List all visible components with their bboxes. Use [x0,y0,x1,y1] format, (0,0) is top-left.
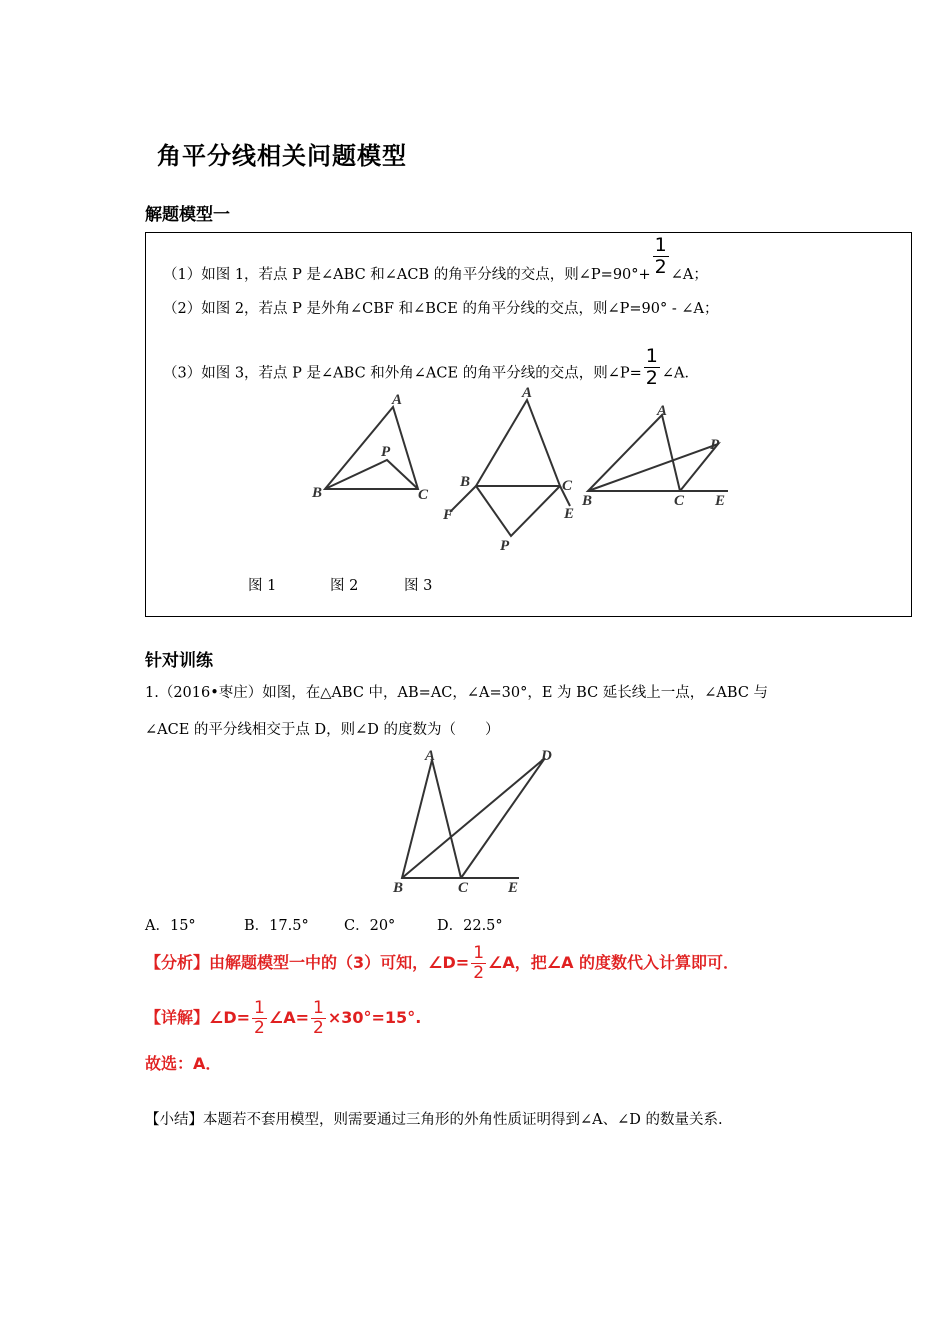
fig2-triangle [476,400,560,486]
model-item-3: （3）如图 3，若点 P 是∠ABC 和外角∠ACE 的角平分线的交点，则∠P= $\frac{1}{2}$ ∠A． [163,345,699,389]
model-item-1: （1）如图 1，若点 P 是∠ABC 和∠ACB 的角平分线的交点，则∠P=90°+ $\frac{1}{2}$ ∠A； [163,233,708,283]
q-label-D: D [541,748,552,764]
fraction-half: $\frac{1}{2}$ [473,943,485,983]
fig1-bisectors [325,460,418,489]
fig1-label-P: P [381,444,391,460]
q-label-B: B [393,880,404,896]
option-b: B．17.5° [244,918,309,934]
q-bisectors [402,758,545,878]
fraction-half: $\frac{1}{2}$ [313,998,324,1038]
fig3-bisectors [588,444,718,491]
option-d: D．22.5° [437,918,503,934]
analysis-tag: 【分析】 [145,953,210,972]
q-label-E: E [508,880,519,896]
q-label-A: A [425,748,436,764]
fraction-half: $\frac{1}{2}$ [645,345,658,389]
fig2-label-P: P [500,538,510,554]
question-line-1: 1.（2016•枣庄）如图，在△ABC 中，AB=AC，∠A=30°，E 为 BC 延长线上一点，∠ABC 与 [145,685,769,701]
fig2-bisectors [476,486,560,536]
detail-line: 【详解】∠D= $\frac{1}{2}$ ∠A= $\frac{1}{2}$ ×30°=15°. [145,998,422,1038]
fig2-label-F: F [443,507,454,523]
fig2-label-E: E [564,506,575,522]
section1-heading: 解题模型一 [145,205,230,225]
fig1-label-B: B [312,485,323,501]
caption-fig3: 图 3 [404,578,433,594]
section2-heading: 针对训练 [145,651,213,671]
detail-tag: 【详解】 [145,1008,210,1027]
fig2-label-A: A [522,385,533,401]
page-title: 角平分线相关问题模型 [157,141,407,170]
option-c: C．20° [344,918,396,934]
option-a: A．15° [145,918,196,934]
fig3-label-E: E [715,493,726,509]
fig2-label-C: C [562,478,573,494]
answer-line: 故选：A． [145,1054,222,1073]
question-figure [385,740,570,900]
fraction-half: $\frac{1}{2}$ [254,998,265,1038]
fig1-label-A: A [392,392,403,408]
fig3-label-B: B [582,493,593,509]
fig3-label-P: P [710,437,720,453]
fig3-label-A: A [657,403,668,419]
question-line-2: ∠ACE 的平分线相交于点 D，则∠D 的度数为（ ） [145,722,500,738]
model-item-2: （2）如图 2，若点 P 是外角∠CBF 和∠BCE 的角平分线的交点，则∠P=90° - ∠A； [163,301,719,317]
fraction-half: $\frac{1}{2}$ [654,233,667,278]
q-label-C: C [458,880,469,896]
fig1-label-C: C [418,487,429,503]
model-figures [300,382,780,562]
fig2-label-B: B [460,474,471,490]
analysis-line: 【分析】由解题模型一中的（3）可知，∠D= $\frac{1}{2}$ ∠A，把∠A 的度数代入计算即可． [145,943,740,983]
fig3-label-C: C [674,493,685,509]
q-triangle [402,760,461,878]
summary-line: 【小结】本题若不套用模型，则需要通过三角形的外角性质证明得到∠A、∠D 的数量关系. [145,1112,723,1128]
fig3-triangle [588,415,680,491]
caption-fig2: 图 2 [330,578,359,594]
caption-fig1: 图 1 [248,578,277,594]
